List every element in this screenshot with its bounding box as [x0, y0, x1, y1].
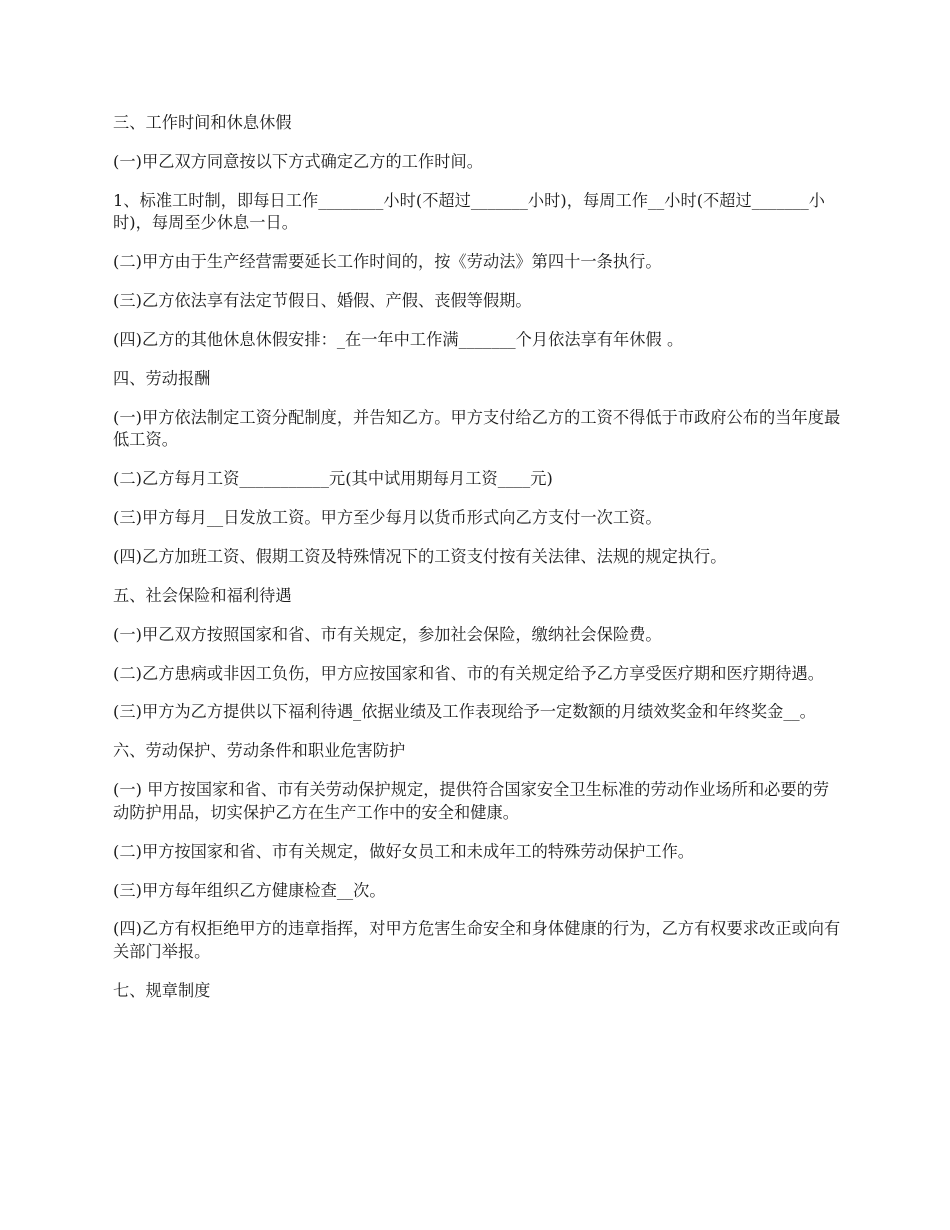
paragraph: (二)乙方患病或非因工负伤，甲方应按国家和省、市的有关规定给予乙方享受医疗期和医疗期待遇。 — [113, 663, 824, 683]
paragraph: (二)甲方由于生产经营需要延长工作时间的，按《劳动法》第四十一条执行。 — [113, 252, 662, 272]
section-heading-remuneration: 四、劳动报酬 — [113, 368, 211, 388]
paragraph: (四)乙方加班工资、假期工资及特殊情况下的工资支付按有关法律、法规的规定执行。 — [113, 546, 727, 566]
paragraph: (一)甲乙双方按照国家和省、市有关规定，参加社会保险，缴纳社会保险费。 — [113, 624, 662, 644]
paragraph: (一)甲乙双方同意按以下方式确定乙方的工作时间。 — [113, 151, 483, 171]
paragraph: (一) 甲方按国家和省、市有关劳动保护规定，提供符合国家安全卫生标准的劳动作业场所和必要的劳动防护用品，切实保护乙方在生产工作中的安全和健康。 — [113, 780, 830, 822]
section-heading-rules: 七、规章制度 — [113, 980, 211, 1000]
section-heading-labor-protection: 六、劳动保护、劳动条件和职业危害防护 — [113, 741, 406, 761]
paragraph: (三)甲方为乙方提供以下福利待遇_依据业绩及工作表现给予一定数额的月绩效奖金和年终奖金__。 — [113, 702, 816, 722]
paragraph: (三)甲方每月__日发放工资。甲方至少每月以货币形式向乙方支付一次工资。 — [113, 508, 662, 528]
paragraph: (四)乙方有权拒绝甲方的违章指挥，对甲方危害生命安全和身体健康的行为，乙方有权要求改正或向有关部门举报。 — [113, 919, 841, 961]
paragraph: (三)甲方每年组织乙方健康检查__次。 — [113, 880, 386, 900]
paragraph: (二)甲方按国家和省、市有关规定，做好女员工和未成年工的特殊劳动保护工作。 — [113, 841, 695, 861]
paragraph: (一)甲方依法制定工资分配制度，并告知乙方。甲方支付给乙方的工资不得低于市政府公布的当年度最低工资。 — [113, 407, 841, 450]
paragraph: (二)乙方每月工资___________元(其中试用期每月工资____元) — [113, 469, 553, 489]
section-heading-work-hours: 三、工作时间和休息休假 — [113, 113, 292, 132]
paragraph: 1、标准工时制，即每日工作________小时(不超过_______小时)，每周工作__小时(不超过_______小时)，每周至少休息一日。 — [113, 190, 826, 233]
document-page — [113, 112, 841, 1019]
paragraph: (三)乙方依法享有法定节假日、婚假、产假、丧假等假期。 — [113, 291, 532, 311]
section-heading-social-insurance: 五、社会保险和福利待遇 — [113, 585, 292, 605]
paragraph: (四)乙方的其他休息休假安排：_在一年中工作满_______个月依法享有年休假 。 — [113, 329, 684, 349]
